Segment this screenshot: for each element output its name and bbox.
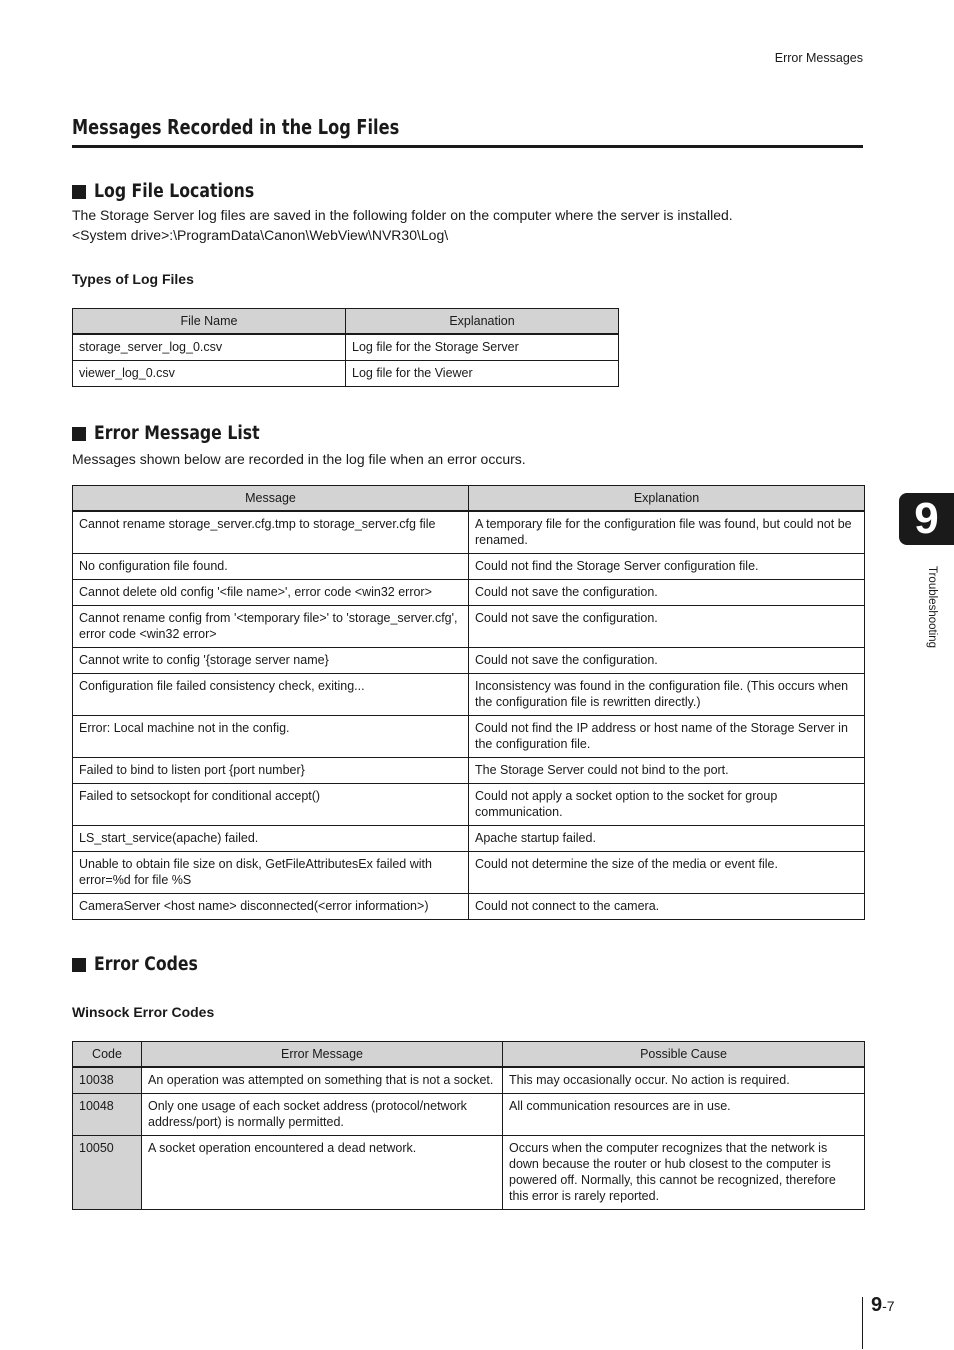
message-cell: Cannot rename storage_server.cfg.tmp to storage_server.cfg file xyxy=(73,511,469,554)
table-row xyxy=(73,894,865,920)
error-list-intro: Messages shown below are recorded in the log file when an error occurs. xyxy=(72,451,526,467)
message-cell: CameraServer <host name> disconnected(<error information>) xyxy=(73,894,469,920)
table-header-row xyxy=(73,309,619,335)
log-location-description: The Storage Server log files are saved in the following folder on the computer where the server is installed. xyxy=(72,207,733,223)
table-row xyxy=(73,1067,865,1094)
section-heading-text: Error Message List xyxy=(94,423,260,444)
table-cell: viewer_log_0.csv xyxy=(73,361,346,387)
table-row xyxy=(73,1094,865,1136)
possible-cause-cell: This may occasionally occur. No action is required. xyxy=(503,1067,865,1094)
winsock-error-codes-table xyxy=(72,1041,865,1210)
table-cell: storage_server_log_0.csv xyxy=(73,334,346,361)
explanation-cell: A temporary file for the configuration file was found, but could not be renamed. xyxy=(469,511,865,554)
page-number-page: -7 xyxy=(882,1298,895,1314)
code-cell: 10038 xyxy=(73,1067,142,1094)
types-of-log-files-heading: Types of Log Files xyxy=(72,271,194,287)
column-header: Code xyxy=(73,1042,142,1068)
message-cell: Failed to bind to listen port {port number} xyxy=(73,758,469,784)
message-cell: Unable to obtain file size on disk, GetFileAttributesEx failed with error=%d for file %S xyxy=(73,852,469,894)
page-number xyxy=(871,1294,895,1317)
page-title: Messages Recorded in the Log Files xyxy=(72,115,400,139)
table-row xyxy=(73,674,865,716)
table-header-row xyxy=(73,1042,865,1068)
section-heading-log-locations xyxy=(72,181,283,202)
table-row xyxy=(73,758,865,784)
explanation-cell: Apache startup failed. xyxy=(469,826,865,852)
column-header: Explanation xyxy=(346,309,619,335)
table-row xyxy=(73,852,865,894)
table-row xyxy=(73,606,865,648)
square-bullet-icon xyxy=(72,185,86,199)
explanation-cell: Could not apply a socket option to the socket for group communication. xyxy=(469,784,865,826)
message-cell: Cannot write to config '{storage server name} xyxy=(73,648,469,674)
chapter-tab: 9 xyxy=(899,493,954,545)
explanation-cell: The Storage Server could not bind to the port. xyxy=(469,758,865,784)
section-heading-text: Log File Locations xyxy=(94,181,255,202)
explanation-cell: Could not find the Storage Server configuration file. xyxy=(469,554,865,580)
error-message-cell: A socket operation encountered a dead network. xyxy=(142,1136,503,1210)
message-cell: Error: Local machine not in the config. xyxy=(73,716,469,758)
log-file-types-table xyxy=(72,308,619,387)
explanation-cell: Could not determine the size of the media or event file. xyxy=(469,852,865,894)
section-heading-text: Error Codes xyxy=(94,954,198,975)
explanation-cell: Could not find the IP address or host name of the Storage Server in the configuration file. xyxy=(469,716,865,758)
code-cell: 10050 xyxy=(73,1136,142,1210)
square-bullet-icon xyxy=(72,427,86,441)
table-row xyxy=(73,716,865,758)
table-row xyxy=(73,334,619,361)
column-header: Error Message xyxy=(142,1042,503,1068)
column-header: Possible Cause xyxy=(503,1042,865,1068)
table-header-row xyxy=(73,486,865,512)
table-cell: Log file for the Viewer xyxy=(346,361,619,387)
table-cell: Log file for the Storage Server xyxy=(346,334,619,361)
table-row xyxy=(73,361,619,387)
message-cell: No configuration file found. xyxy=(73,554,469,580)
title-rule xyxy=(72,145,863,148)
explanation-cell: Could not save the configuration. xyxy=(469,648,865,674)
explanation-cell: Could not save the configuration. xyxy=(469,580,865,606)
page-number-chapter: 9 xyxy=(871,1294,883,1316)
chapter-tab-label: Troubleshooting xyxy=(926,566,938,649)
error-message-table xyxy=(72,485,865,920)
explanation-cell: Inconsistency was found in the configuration file. (This occurs when the configuration file is rewritten directly.) xyxy=(469,674,865,716)
table-row xyxy=(73,784,865,826)
message-cell: Failed to setsockopt for conditional accept() xyxy=(73,784,469,826)
message-cell: Cannot rename config from '<temporary file>' to 'storage_server.cfg', error code <win32 error> xyxy=(73,606,469,648)
explanation-cell: Could not connect to the camera. xyxy=(469,894,865,920)
column-header: Explanation xyxy=(469,486,865,512)
square-bullet-icon xyxy=(72,958,86,972)
message-cell: LS_start_service(apache) failed. xyxy=(73,826,469,852)
possible-cause-cell: All communication resources are in use. xyxy=(503,1094,865,1136)
winsock-error-codes-heading: Winsock Error Codes xyxy=(72,1004,215,1020)
table-row xyxy=(73,511,865,554)
column-header: Message xyxy=(73,486,469,512)
message-cell: Cannot delete old config '<file name>', error code <win32 error> xyxy=(73,580,469,606)
section-heading-error-message-list xyxy=(72,423,289,444)
running-header: Error Messages xyxy=(774,51,863,65)
log-location-path: <System drive>:\ProgramData\Canon\WebView\NVR30\Log\ xyxy=(72,227,449,243)
message-cell: Configuration file failed consistency check, exiting... xyxy=(73,674,469,716)
explanation-cell: Could not save the configuration. xyxy=(469,606,865,648)
table-row xyxy=(73,554,865,580)
table-row xyxy=(73,580,865,606)
error-message-cell: An operation was attempted on something that is not a socket. xyxy=(142,1067,503,1094)
code-cell: 10048 xyxy=(73,1094,142,1136)
table-row xyxy=(73,648,865,674)
section-heading-error-codes xyxy=(72,954,216,975)
page-number-rule xyxy=(862,1297,863,1349)
table-row xyxy=(73,826,865,852)
error-message-cell: Only one usage of each socket address (protocol/network address/port) is normally permitted. xyxy=(142,1094,503,1136)
table-row xyxy=(73,1136,865,1210)
possible-cause-cell: Occurs when the computer recognizes that the network is down because the router or hub closest to the computer is powered off. Normally, this cannot be recognized, therefore this error is rarely reported. xyxy=(503,1136,865,1210)
column-header: File Name xyxy=(73,309,346,335)
